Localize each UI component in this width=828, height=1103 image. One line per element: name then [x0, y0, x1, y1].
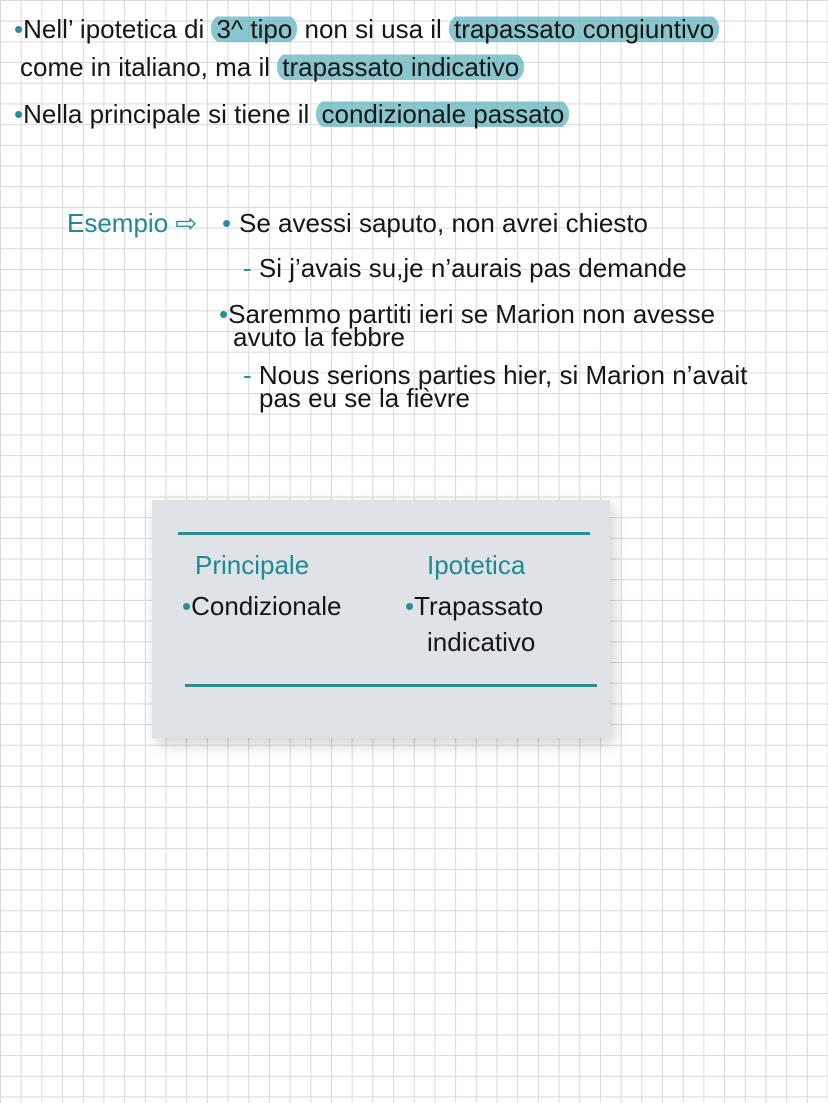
arrow-icon: ⇨	[175, 208, 198, 238]
rule-line-1	[14, 14, 719, 44]
example-label	[67, 208, 197, 238]
text: Nella principale si tiene il	[23, 99, 317, 129]
text: non si usa il	[297, 14, 450, 44]
item-text: Trapassato	[414, 591, 544, 621]
translation-text: Nous serions parties hier, si Marion n’avait	[258, 360, 748, 390]
rule-line-2	[20, 52, 524, 82]
text: come in italiano, ma il	[20, 52, 278, 82]
example-sentence-2-cont: avuto la febbre	[233, 322, 406, 352]
example-translation-2-cont: pas eu se la fièvre	[259, 383, 471, 413]
top-rule	[178, 532, 590, 535]
ipotetica-item-cont: indicativo	[427, 627, 536, 657]
bullet: •	[14, 99, 24, 129]
principale-item	[182, 591, 341, 621]
highlight-congiuntivo: trapassato congiuntivo	[449, 14, 719, 44]
highlight-indicativo: trapassato indicativo	[277, 52, 524, 82]
highlight-condizionale: condizionale passato	[316, 99, 569, 129]
bullet: •	[219, 299, 229, 329]
principale-header: Principale	[195, 550, 310, 580]
highlight-type: 3^ tipo	[211, 14, 297, 44]
bullet: •	[182, 591, 192, 621]
dash: -	[243, 253, 252, 283]
translation-text: Si j’avais su,je n’aurais pas demande	[258, 253, 687, 283]
dash: -	[243, 360, 252, 390]
example-translation-1	[243, 253, 687, 283]
bullet: •	[14, 14, 24, 44]
item-text: Condizionale	[191, 591, 342, 621]
summary-card	[152, 500, 610, 738]
bullet: •	[405, 591, 415, 621]
ipotetica-header: Ipotetica	[427, 550, 526, 580]
example-label-text: Esempio	[67, 208, 169, 238]
text: Nell’ ipotetica di	[23, 14, 212, 44]
bottom-rule	[185, 684, 597, 687]
rule-line-3	[14, 99, 569, 129]
example-sentence-1: Se avessi saputo, non avrei chiesto	[239, 208, 649, 238]
bullet: •	[222, 208, 232, 238]
sentence-text: Saremmo partiti ieri se Marion non avesse	[228, 299, 716, 329]
ipotetica-item	[405, 591, 543, 621]
